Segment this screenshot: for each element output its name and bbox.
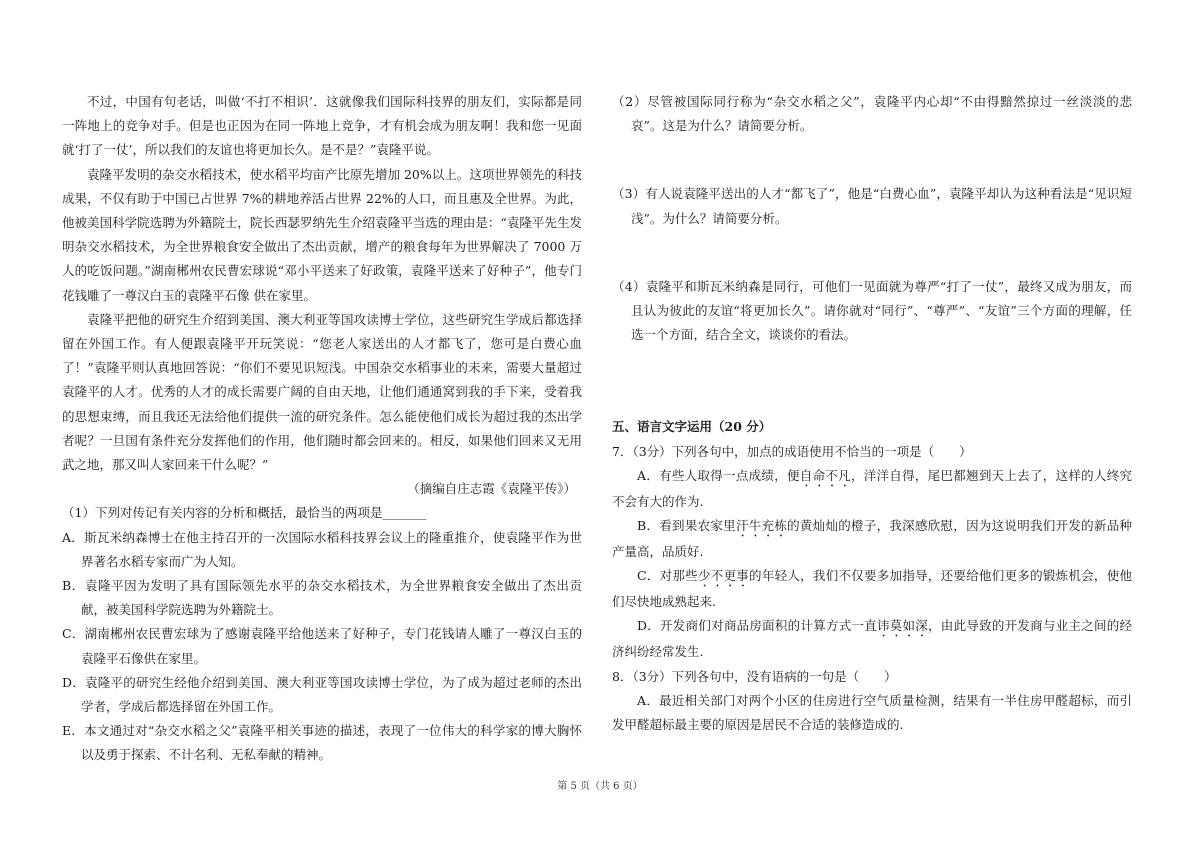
question-7-option-d: D．开发商们对商品房面积的计算方式一直讳莫如深，由此导致的开发商与业主之间的经济纠纷经常发生. [612, 618, 1132, 660]
passage-paragraph-1: 不过，中国有句老话，叫做‘不打不相识’．这就像我们国际科技界的朋友们，实际都是同一阵地上的竞争对手。但是也正因为在同一阵地上竞争，才有机会成为朋友啊！我和您一见面就‘打了一仗’，所以我们的友谊也将更加长久。是不是？”袁隆平说。 [62, 94, 582, 158]
question-1-option-c: C．湖南郴州农民曹宏球为了感谢袁隆平给他送来了好种子，专门花钱请人雕了一尊汉白玉的袁隆平石像供在家里。 [62, 626, 582, 666]
question-1-option-a: A．斯瓦米纳森博士在他主持召开的一次国际水稻科技界会议上的隆重推介，使袁隆平作为世界著名水稻专家而广为人知。 [62, 529, 582, 569]
question-7-option-a: A．有些人取得一点成绩，便自命不凡，洋洋自得，尾巴都翘到天上去了，这样的人终究不会有大的作为. [612, 467, 1132, 509]
dotted-idiom: 讳莫如深 [877, 618, 929, 634]
question-1-option-d: D．袁隆平的研究生经他介绍到美国、澳大利亚等国攻读博士学位，为了成为超过老师的杰出学者，学成后都选择留在外国工作。 [62, 674, 582, 715]
question-7-option-b: B．看到果农家里汗牛充栋的黄灿灿的橙子，我深感欣慰，因为这说明我们开发的新品种产量高，品质好. [612, 518, 1132, 560]
page-footer: 第 5 页（共 6 页） [557, 781, 643, 792]
question-7-option-c: C．对那些少不更事的年轻人，我们不仅要多加指导，还要给他们更多的锻炼机会，使他们尽快地成熟起来. [612, 568, 1132, 610]
right-column [612, 90, 1132, 737]
question-3: （3）有人说袁隆平送出的人才“都飞了”，他是“白费心血”，袁隆平却认为这种看法是“见识短浅”。为什么？请简要分析。 [612, 186, 1132, 226]
question-8-option-a: A．最近相关部门对两个小区的住房进行空气质量检测，结果有一半住房甲醛超标，而引发甲醛超标最主要的原因是居民不合适的装修造成的. [612, 692, 1132, 733]
question-4: （4）袁隆平和斯瓦米纳森是同行，可他们一见面就为尊严“打了一仗”，最终又成为朋友，而且认为彼此的友谊“将更加长久”。请你就对“同行”、“尊严”、“友谊”三个方面的理解，任选一个方面，结合全文，谈谈你的看法。 [612, 278, 1132, 343]
dotted-idiom: 汗牛充栋 [735, 518, 788, 534]
question-2: （2）尽管被国际同行称为“杂交水稻之父”，袁隆平内心却“不由得黯然掠过一丝淡淡的悲哀”。这是为什么？请简要分析。 [612, 94, 1132, 134]
question-1: （1）下列对传记有关内容的分析和概括，最恰当的两项是_______ [62, 505, 427, 521]
passage-paragraph-3: 袁隆平把他的研究生介绍到美国、澳大利亚等国攻读博士学位，这些研究生学成后都选择留在外国工作。有人便跟袁隆平开玩笑说：“您老人家送出的人才都飞了，您可是白费心血了！”袁隆平则认真地回答说：“你们不要见识短浅。中国杂交水稻事业的未来，需要大量超过袁隆平的人才。优秀的人才的成长需要广阔的自由天地，让他们通通窝到我的手下来，受着我的思想束缚，而且我还无法给他们提供一流的研究条件。怎么能使他们成长为超过我的杰出学者呢？一旦国有条件充分发挥他们的作用，他们随时都会回来的。相反，如果他们回来又无用武之地，那又叫人家回来干什么呢？” [62, 311, 582, 473]
passage-paragraph-2: 袁隆平发明的杂交水稻技术，使水稻平均亩产比原先增加 20%以上。这项世界领先的科技成果，不仅有助于中国已占世界 7%的耕地养活占世界 22%的人口，而且惠及全世界。为此，他被美国科学院选聘为外籍院士，院长西瑟罗纳先生介绍袁隆平当选的理由是：“袁隆平先生发明杂交水稻技术，为全世界粮食安全做出了杰出贡献，增产的粮食每年为世界解决了 7000 万人的吃饭问题。”湖南郴州农民曹宏球说“邓小平送来了好政策，袁隆平送来了好种子”，他专门花钱雕了一尊汉白玉的袁隆平石像 供在家里。 [62, 166, 582, 303]
question-1-option-e: E．本文通过对“杂交水稻之父”袁隆平相关事迹的描述，表现了一位伟大的科学家的博大胸怀以及勇于探索、不计名利、无私奉献的精神。 [62, 723, 582, 763]
question-7: 7．（3分）下列各句中，加点的成语使用不恰当的一项是（ ） [612, 443, 972, 459]
section-heading: 五、语言文字运用（20 分） [612, 419, 772, 435]
left-column [62, 90, 582, 768]
passage-source: （摘编自庄志霞《袁隆平传》） [407, 481, 576, 497]
question-8: 8．（3分）下列各句中，没有语病的一句是（ ） [612, 668, 897, 684]
dotted-idiom: 自命不凡 [799, 467, 851, 483]
dotted-idiom: 少不更事 [697, 568, 750, 584]
question-1-option-b: B．袁隆平因为发明了具有国际领先水平的杂交水稻技术，为全世界粮食安全做出了杰出贡献，被美国科学院选聘为外籍院士。 [62, 578, 582, 618]
